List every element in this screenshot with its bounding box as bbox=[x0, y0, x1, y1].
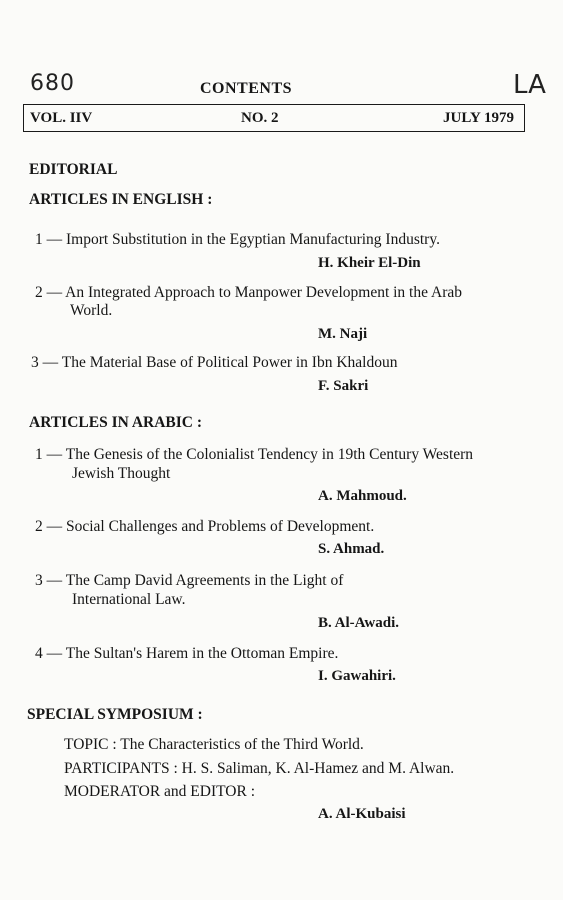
arabic-article-3-title-cont: International Law. bbox=[72, 591, 186, 608]
arabic-article-1-title: 1 — The Genesis of the Colonialist Tendency in 19th Century Western bbox=[35, 446, 474, 463]
arabic-article-1-title-cont: Jewish Thought bbox=[72, 465, 171, 482]
arabic-article-1-author: A. Mahmoud. bbox=[318, 488, 407, 504]
english-article-2-author: M. Naji bbox=[318, 326, 368, 342]
english-article-2-title: 2 — An Integrated Approach to Manpower Development in the Arab bbox=[35, 284, 462, 301]
volume-label: VOL. IIV bbox=[30, 110, 93, 126]
contents-title: CONTENTS bbox=[200, 80, 293, 97]
symposium-participants: PARTICIPANTS : H. S. Saliman, K. Al-Hamez and M. Alwan. bbox=[64, 760, 455, 777]
handwritten-number: 680 bbox=[30, 71, 75, 96]
symposium-author: A. Al-Kubaisi bbox=[318, 806, 406, 822]
english-article-3-title: 3 — The Material Base of Political Power in Ibn Khaldoun bbox=[31, 354, 398, 371]
english-heading: ARTICLES IN ENGLISH : bbox=[29, 191, 213, 208]
arabic-article-4-author: I. Gawahiri. bbox=[318, 668, 396, 684]
symposium-moderator: MODERATOR and EDITOR : bbox=[64, 783, 256, 800]
volume-box bbox=[23, 104, 525, 132]
arabic-article-4-title: 4 — The Sultan's Harem in the Ottoman Empire. bbox=[35, 645, 339, 662]
arabic-article-2-author: S. Ahmad. bbox=[318, 541, 385, 557]
issue-date: JULY 1979 bbox=[443, 110, 514, 126]
arabic-heading: ARTICLES IN ARABIC : bbox=[29, 414, 203, 431]
editorial-heading: EDITORIAL bbox=[29, 161, 118, 178]
arabic-article-3-title: 3 — The Camp David Agreements in the Light of bbox=[35, 572, 344, 589]
issue-number: NO. 2 bbox=[241, 110, 279, 126]
arabic-article-3-author: B. Al-Awadi. bbox=[318, 615, 399, 631]
arabic-article-2-title: 2 — Social Challenges and Problems of Development. bbox=[35, 518, 375, 535]
symposium-heading: SPECIAL SYMPOSIUM : bbox=[27, 706, 203, 723]
english-article-3-author: F. Sakri bbox=[318, 378, 369, 394]
english-article-1-author: H. Kheir El-Din bbox=[318, 255, 421, 271]
english-article-2-title-cont: World. bbox=[70, 302, 113, 319]
symposium-topic: TOPIC : The Characteristics of the Third World. bbox=[64, 736, 364, 753]
english-article-1-title: 1 — Import Substitution in the Egyptian Manufacturing Industry. bbox=[35, 231, 440, 248]
handwritten-code: LA bbox=[513, 70, 546, 100]
